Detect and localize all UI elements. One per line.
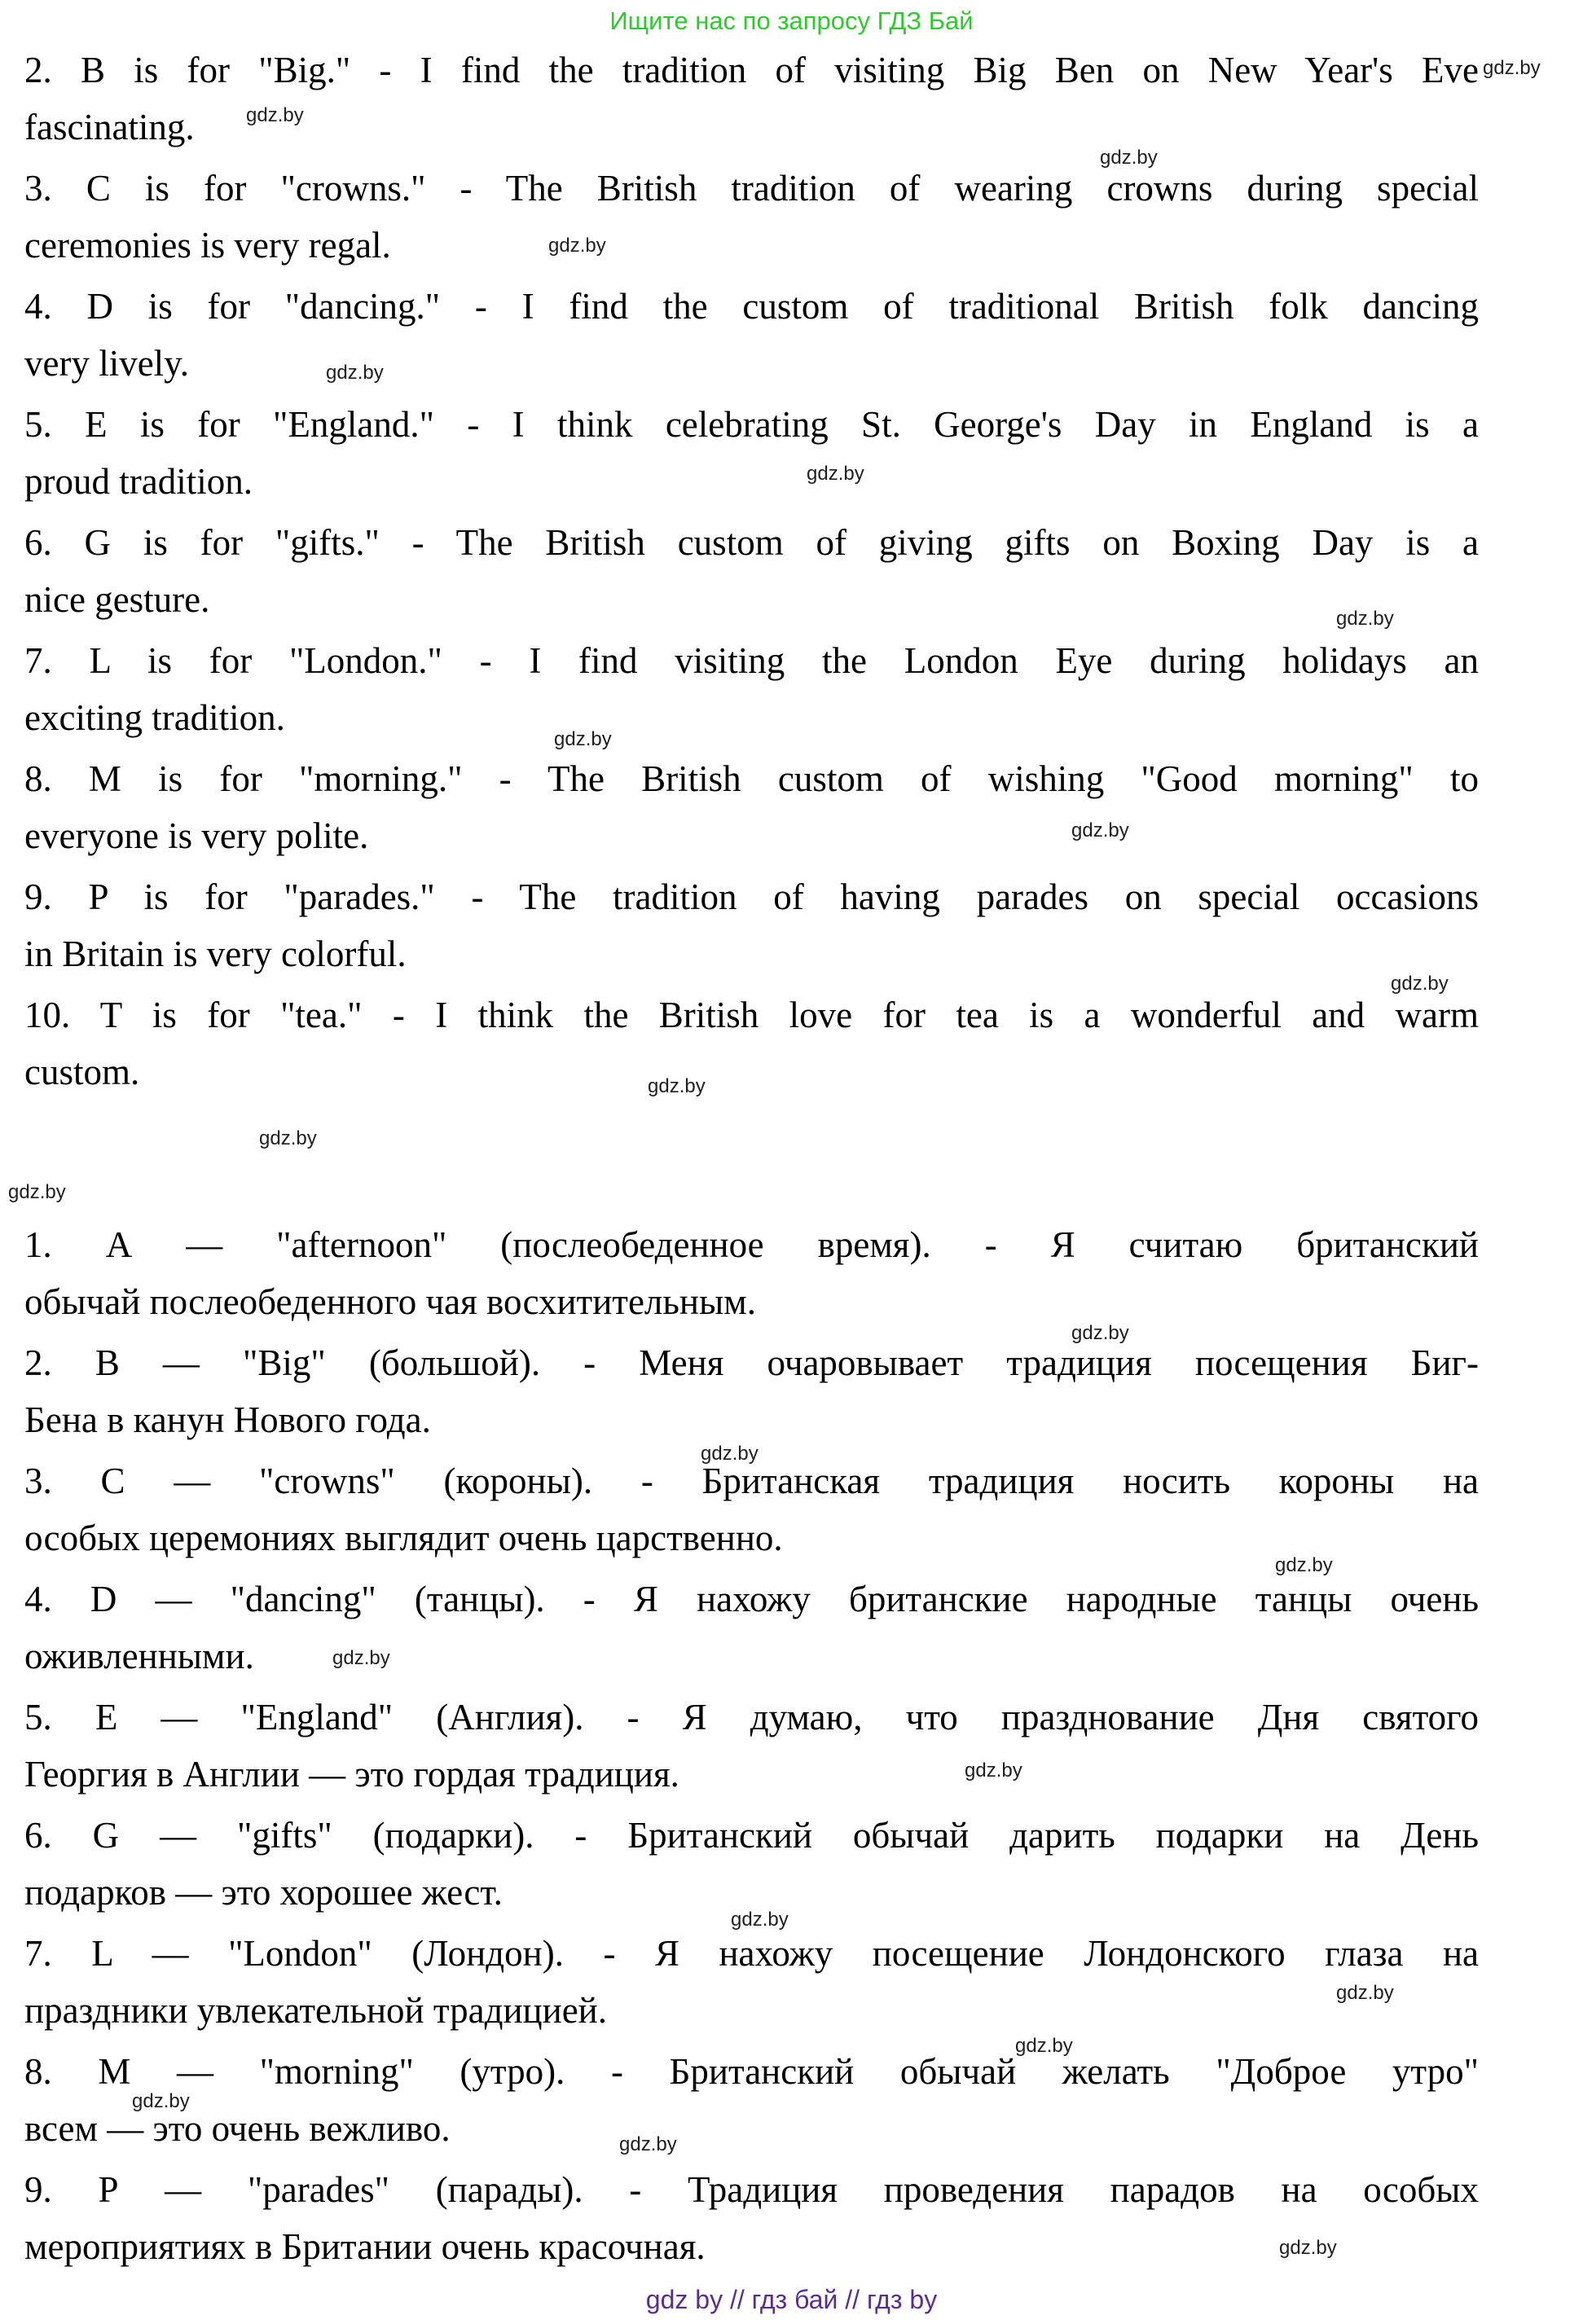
text-line: праздники увлекательной традицией. xyxy=(24,1990,608,2031)
gdz-watermark: gdz.by xyxy=(1275,1554,1333,1576)
text-line: 3. C is for "crowns." - The British tradition of wearing crowns during special xyxy=(24,168,1479,209)
text-line: 7. L — "London" (Лондон). - Я нахожу посещение Лондонского глаза на xyxy=(24,1933,1479,1974)
text-line: 9. P is for "parades." - The tradition of having parades on special occasions xyxy=(24,876,1479,917)
answer-item xyxy=(24,632,1479,746)
answer-item xyxy=(24,1216,1479,1330)
answer-item xyxy=(24,986,1479,1100)
text-line: 8. M is for "morning." - The British custom of wishing "Good morning" to xyxy=(24,758,1479,799)
gdz-watermark: gdz.by xyxy=(1391,973,1449,995)
answer-item xyxy=(24,514,1479,628)
gdz-watermark: gdz.by xyxy=(246,104,304,126)
gdz-watermark: gdz.by xyxy=(1071,819,1129,841)
text-line: 5. Е — "England" (Англия). - Я думаю, что празднование Дня святого xyxy=(24,1697,1479,1738)
section-russian-translations xyxy=(0,1216,1583,2275)
text-line: оживленными. xyxy=(24,1636,254,1676)
gdz-watermark: gdz.by xyxy=(1483,57,1541,79)
gdz-watermark: gdz.by xyxy=(619,2133,677,2155)
gdz-watermark: gdz.by xyxy=(965,1759,1022,1781)
answer-item xyxy=(24,42,1479,156)
gdz-watermark: gdz.by xyxy=(326,362,384,384)
gdz-watermark: gdz.by xyxy=(548,235,606,257)
answer-item xyxy=(24,2043,1479,2157)
text-line: 5. E is for "England." - I think celebrating St. George's Day in England is a xyxy=(24,404,1479,445)
text-line: всем — это очень вежливо. xyxy=(24,2108,451,2149)
answer-item xyxy=(24,1807,1479,1921)
text-line: 8. М — "morning" (утро). - Британский обычай желать "Доброе утро" xyxy=(24,2051,1479,2092)
answer-item xyxy=(24,278,1479,392)
promo-header-text: Ищите нас по запросу ГДЗ Бай xyxy=(609,7,974,35)
answer-item xyxy=(24,1689,1479,1803)
text-line: in Britain is very colorful. xyxy=(24,934,407,974)
gdz-watermark: gdz.by xyxy=(332,1647,390,1669)
gdz-watermark: gdz.by xyxy=(1015,2035,1073,2057)
gdz-watermark: gdz.by xyxy=(1100,147,1158,169)
text-line: exciting tradition. xyxy=(24,697,285,738)
answer-item xyxy=(24,160,1479,274)
footer-watermark-text: gdz by // гдз бай // гдз by xyxy=(645,2285,938,2314)
gdz-watermark: gdz.by xyxy=(701,1443,759,1465)
answer-item xyxy=(24,750,1479,864)
text-line: 10. T is for "tea." - I think the British love for tea is a wonderful and warm xyxy=(24,995,1479,1035)
text-line: обычай послеобеденного чая восхитительным. xyxy=(24,1281,756,1322)
answer-item xyxy=(24,1334,1479,1448)
gdz-watermark: gdz.by xyxy=(807,463,864,485)
gdz-watermark: gdz.by xyxy=(1336,1982,1394,2004)
text-line: 2. В — "Big" (большой). - Меня очаровывает традиция посещения Биг- xyxy=(24,1342,1479,1383)
text-line: Георгия в Англии — это гордая традиция. xyxy=(24,1754,679,1795)
answer-item xyxy=(24,2161,1479,2275)
text-line: everyone is very polite. xyxy=(24,815,369,856)
text-line: proud tradition. xyxy=(24,461,253,502)
text-line: 7. L is for "London." - I find visiting the London Eye during holidays an xyxy=(24,640,1479,681)
gdz-watermark: gdz.by xyxy=(1279,2237,1337,2259)
text-line: 1. А — "afternoon" (послеобеденное время). - Я считаю британский xyxy=(24,1224,1479,1265)
text-line: 9. Р — "parades" (парады). - Традиция проведения парадов на особых xyxy=(24,2169,1479,2210)
text-line: 6. G — "gifts" (подарки). - Британский обычай дарить подарки на День xyxy=(24,1815,1479,1856)
text-line: nice gesture. xyxy=(24,579,210,620)
gdz-watermark: gdz.by xyxy=(1336,608,1394,630)
text-line: 4. D is for "dancing." - I find the custom of traditional British folk dancing xyxy=(24,286,1479,327)
gdz-watermark: gdz.by xyxy=(648,1075,706,1097)
text-line: very lively. xyxy=(24,343,190,384)
text-line: 4. D — "dancing" (танцы). - Я нахожу британские народные танцы очень xyxy=(24,1579,1479,1619)
gdz-watermark: gdz.by xyxy=(8,1181,66,1203)
text-line: 2. B is for "Big." - I find the tradition of visiting Big Ben on New Year's Eve xyxy=(24,50,1479,90)
text-line: подарков — это хорошее жест. xyxy=(24,1872,503,1913)
text-line: Бена в канун Нового года. xyxy=(24,1399,431,1440)
text-line: 3. С — "crowns" (короны). - Британская традиция носить короны на xyxy=(24,1461,1479,1501)
text-line: мероприятиях в Британии очень красочная. xyxy=(24,2226,706,2267)
answer-item xyxy=(24,1571,1479,1685)
section-english-answers xyxy=(0,42,1583,1100)
gdz-watermark: gdz.by xyxy=(259,1127,317,1149)
gdz-watermark: gdz.by xyxy=(1071,1322,1129,1344)
answer-item xyxy=(24,1925,1479,2039)
answer-item xyxy=(24,868,1479,982)
gdz-watermark: gdz.by xyxy=(132,2090,190,2112)
answer-item xyxy=(24,396,1479,510)
gdz-watermark: gdz.by xyxy=(554,728,612,750)
text-line: fascinating. xyxy=(24,107,195,147)
text-line: особых церемониях выглядит очень царственно. xyxy=(24,1518,783,1558)
text-line: 6. G is for "gifts." - The British custom of giving gifts on Boxing Day is a xyxy=(24,522,1479,563)
gdz-watermark: gdz.by xyxy=(731,1909,789,1931)
text-line: custom. xyxy=(24,1052,140,1092)
answer-item xyxy=(24,1452,1479,1566)
text-line: ceremonies is very regal. xyxy=(24,225,391,266)
